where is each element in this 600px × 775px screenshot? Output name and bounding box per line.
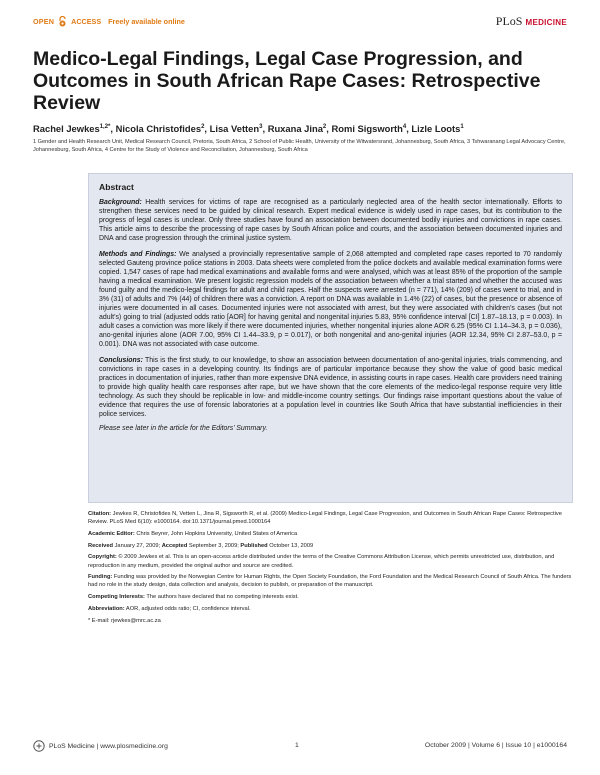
article-info	[88, 510, 573, 628]
page-header	[33, 16, 567, 32]
published-text: October 13, 2009	[267, 542, 314, 549]
author-name: Nicola Christofides	[115, 123, 202, 134]
methods-lead: Methods and Findings:	[99, 251, 177, 258]
funding-text: Funding was provided by the Norwegian Centre for Human Rights, the Open Society Foundation, the Ford Foundation and the Medical Research Council of South Africa. The funders had no role in the study design, data collection and analysis, decision to publish, or preparation of the manuscript.	[88, 574, 572, 589]
abbrev-text: AOR, adjusted odds ratio; CI, confidence interval.	[124, 605, 251, 612]
author-name: Rachel Jewkes	[33, 123, 100, 134]
corresponding-email: * E-mail: rjewkes@mrc.ac.za	[88, 617, 161, 624]
accepted-text: September 3, 2009;	[187, 542, 241, 549]
abstract-background	[99, 198, 562, 243]
competing-text: The authors have declared that no competing interests exist.	[144, 594, 299, 601]
editor-label: Academic Editor:	[88, 530, 135, 537]
author-affil-sup: 2	[322, 123, 327, 130]
journal-logo-plos: PLoS	[495, 14, 523, 28]
editor-text: Chris Beyrer, John Hopkins University, United States of America	[134, 530, 298, 537]
article-title: Medico-Legal Findings, Legal Case Progression, and Outcomes in South African Rape Cases: Retrospective Review	[33, 48, 541, 114]
journal-logo-medicine: MEDICINE	[525, 18, 567, 27]
author-name: Ruxana Jina	[267, 123, 323, 134]
funding	[88, 573, 573, 589]
author-affil-sup: 4	[402, 123, 407, 130]
received-label: Received	[88, 542, 113, 549]
editors-summary-note: Please see later in the article for the Editors’ Summary.	[99, 425, 268, 432]
accepted-label: Accepted	[161, 542, 188, 549]
page-number: 1	[295, 742, 299, 749]
conclusions-text: This is the first study, to our knowledge, to show an association between documentation of ano-genital injuries, trials commencing, and convictions in rape cases in a developing country. Its findings are of particular importance because they show the value of good basic medical practices in documentation of injuries, rather than more expensive DNA evidence, in assisting courts in rape cases. Health care providers need training to provide high quality health care responses after rape, but we have shown that the core elements of the medico-legal response require very little technology. As such they should be replicable in low- and middle-income country settings. Our findings raise important questions about the value of evidence that requires the use of forensic laboratories at a population level in countries like South Africa that have substantial inefficiencies in their police services.	[99, 357, 562, 418]
author-affil-sup: 1,2*	[99, 123, 111, 130]
background-text: Health services for victims of rape are recognised as a particularly neglected area of the health sector internationally. Efforts to strengthen these services need to be guided by clinical research. Expert medical evidence is widely used in rape cases, but its contribution to the progress of legal cases is unclear. Only three studies have found an association between documented bodily injuries and convictions in rape cases. This article aims to describe the processing of rape cases by South African police and courts, and the association between documented injuries and DNA and case progression through the criminal justice system.	[99, 199, 562, 242]
author-affil-sup: 3	[259, 123, 263, 130]
abstract-methods	[99, 250, 562, 349]
page-footer	[33, 740, 567, 754]
funding-label: Funding:	[88, 574, 113, 581]
open-access-label-open: OPEN	[33, 17, 55, 26]
abstract-box	[88, 173, 573, 503]
author-name: Romi Sigsworth	[331, 123, 403, 134]
abstract-conclusions	[99, 356, 562, 419]
citation-label: Citation:	[88, 511, 112, 517]
conclusions-lead: Conclusions:	[99, 357, 143, 364]
abbreviations	[88, 605, 573, 613]
dates	[88, 542, 573, 550]
citation	[88, 510, 573, 526]
affiliations: 1 Gender and Health Research Unit, Medical Research Council, Pretoria, South Africa, 2 School of Public Health, University of the Witwatersrand, Johannesburg, South Africa, 3 Tshwaranang Legal Advocacy Centre, Johannesburg, South Africa, 4 Centre for the Study of Violence and Reconciliation, Johannesburg, South Africa	[33, 139, 566, 154]
received-text: January 27, 2009;	[112, 542, 162, 549]
journal-logo	[496, 14, 567, 29]
copyright-label: Copyright:	[88, 554, 117, 561]
footer-journal	[33, 740, 168, 752]
author-affil-sup: 1	[460, 123, 464, 130]
copyright-text: © 2009 Jewkes et al. This is an open-access article distributed under the terms of the Creative Commons Attribution License, which permits unrestricted use, distribution, and reproduction in any medium, provided the original author and source are credited.	[88, 554, 555, 569]
academic-editor	[88, 530, 573, 538]
open-lock-icon	[58, 16, 67, 27]
abbrev-label: Abbreviation:	[88, 605, 125, 612]
author-list: Rachel Jewkes$^{1,2*}$, Nicola Christofides$^2$, Lisa Vetten$^3$, Ruxana Jina$^2$, Romi Sigsworth$^4$, Lizle Loots$^1$	[33, 123, 464, 134]
open-access-label-access: ACCESS	[71, 17, 102, 26]
background-lead: Background:	[99, 199, 142, 206]
author-name: Lisa Vetten	[209, 123, 260, 134]
open-access-badge	[33, 16, 185, 27]
author-name: Lizle Loots	[411, 123, 461, 134]
competing-interests	[88, 593, 573, 601]
footer-journal-text: PLoS Medicine | www.plosmedicine.org	[49, 742, 168, 750]
author-affil-sup: 2	[201, 123, 205, 130]
competing-label: Competing Interests:	[88, 594, 145, 601]
abstract-heading: Abstract	[99, 182, 134, 192]
footer-issue: October 2009 | Volume 6 | Issue 10 | e1000164	[424, 742, 567, 749]
copyright	[88, 553, 573, 569]
citation-text: Jewkes R, Christofides N, Vetten L, Jina R, Sigsworth R, et al. (2009) Medico-Legal Findings, Legal Case Progression, and Outcomes in South African Rape Cases: Retrospective Review. PLoS Med 6(10): e1000164. doi:10.1371/journal.pmed.1000164	[88, 511, 562, 526]
methods-text: We analysed a provincially representative sample of 2,068 attempted and completed rape cases reported to 70 randomly selected Gauteng province police stations in 2003. Data sheets were completed from the police dockets and available medical examination forms were copied. 1,547 cases of rape had medical examinations and available forms and were analysed, which was at least 85% of the proportion of the sample having a medical examination. We present logistic regression models of the association between whether a trial started and whether the accused was found guilty and the medico-legal findings for adult and child rapes. Half the suspects were arrested (n = 771), 14% (209) of cases went to trial, and in 3% (31) of adults and 7% (44) of children there was a conviction. A report on DNA was available in 1.4% (22) of cases, but the presence or absence of injuries were documented in all cases. Documented injuries were not associated with arrest, but they were associated with children’s cases (but not adult’s) going to trial (adjusted odds ratio [AOR] for having genital and nongenital injuries 5.83, 95% confidence interval [CI] 1.87–18.13, p = 0.003). In adult cases a conviction was more likely if there were documented injuries, whether nongenital injuries alone AOR 6.25 (95% CI 1.14–34.3, p = 0.036), ano-genital injuries alone (AOR 7.00, 95% CI 1.44–33.9, p = 0.017), or both nongenital and ano-genital injuries (AOR 12.34, 95% CI 2.87–53.0, p = 0.001). DNA was not associated with case outcome.	[99, 251, 562, 348]
plos-logo-icon	[33, 740, 45, 752]
freely-available-label: Freely available online	[108, 17, 185, 26]
published-label: Published	[240, 542, 268, 549]
